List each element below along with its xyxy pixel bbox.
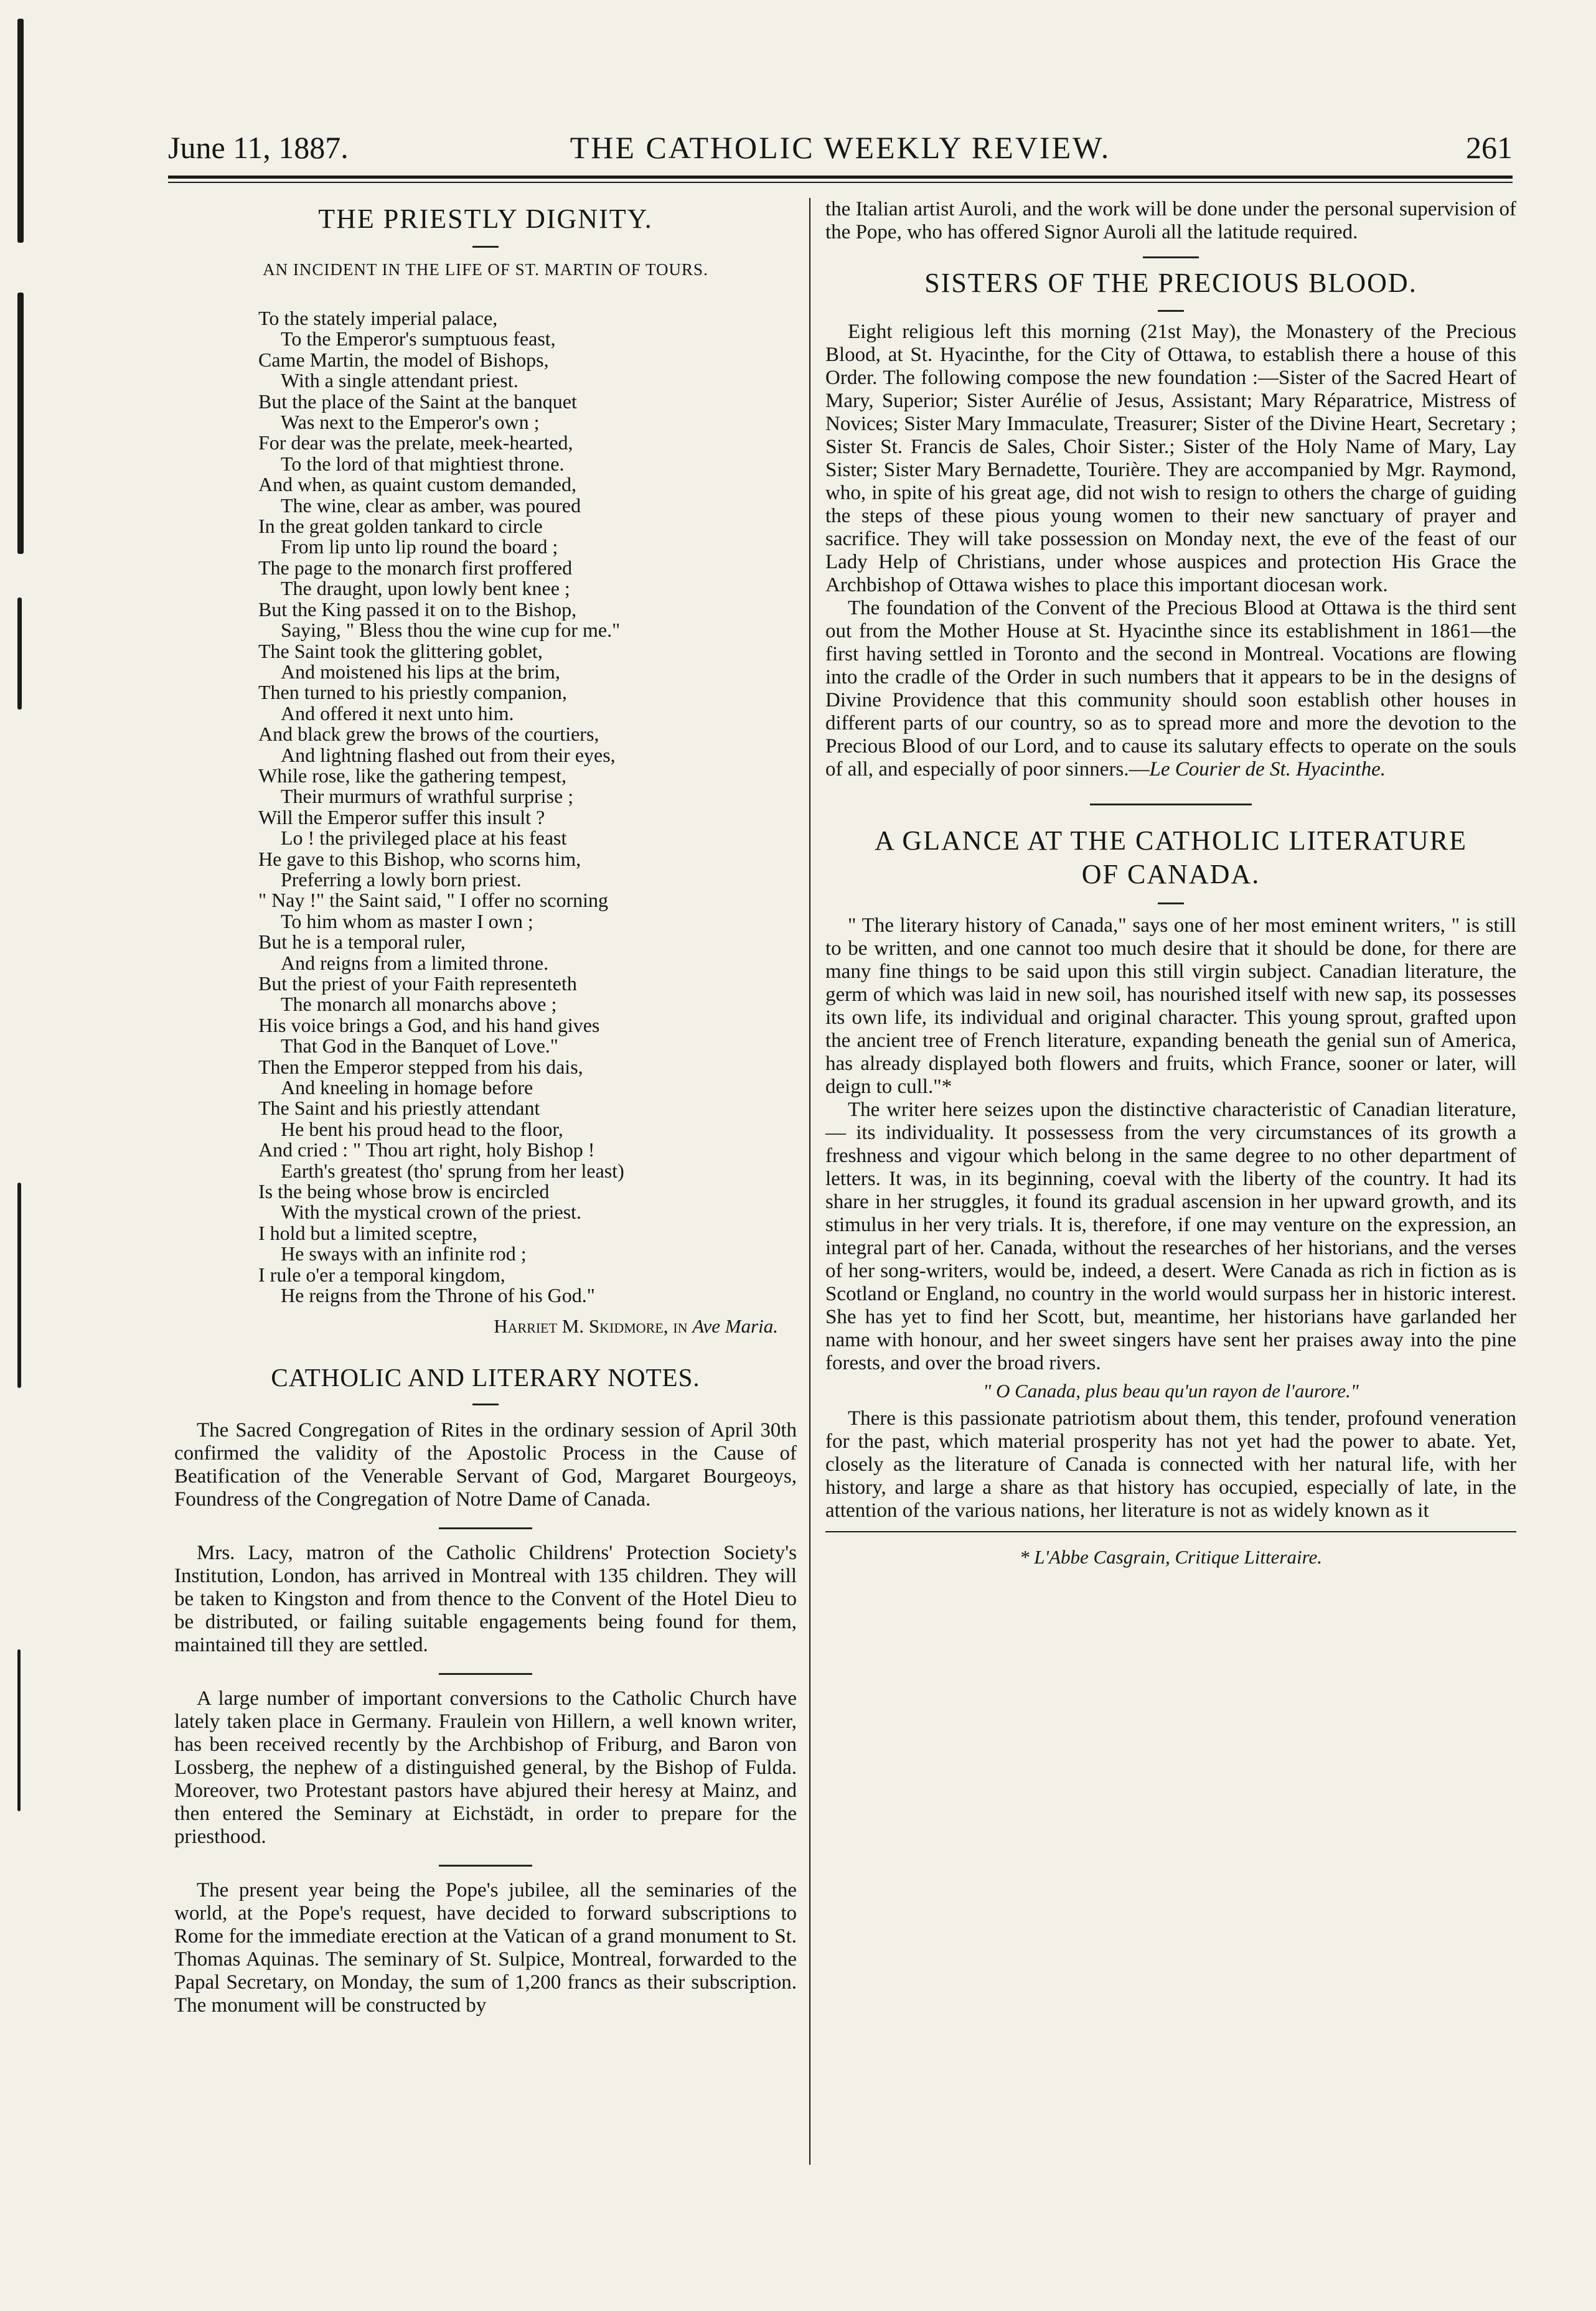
poem-line: Earth's greatest (tho' sprung from her least) (281, 1159, 624, 1182)
poem-line: To the lord of that mightiest throne. (281, 452, 565, 475)
right-column (825, 198, 1516, 1568)
scan-edge-mark (17, 598, 22, 710)
sisters-paragraph-text: The foundation of the Convent of the Precious Blood at Ottawa is the third sent out from the Mother House at St. Hyacinthe since its establishment in 1861—the first having settled in Toronto and the second in Montreal. Vocations are flowing into the cradle of the Order in such numbers that it appears to be in the designs of Divine Providence that this community should soon establish other houses in different parts of our country, so as to spread more and more the devotion to the Precious Blood of our Lord, and to cause its salutary effects to operate on the souls of all, and especially of poor sinners.— (825, 597, 1516, 780)
poem-line: And when, as quaint custom demanded, (258, 473, 576, 496)
poem-line: I hold but a limited sceptre, (258, 1221, 477, 1244)
poem-line: His voice brings a God, and his hand gives (258, 1013, 600, 1036)
poem-attribution (174, 1315, 778, 1338)
divider (1143, 256, 1199, 258)
sisters-title: SISTERS OF THE PRECIOUS BLOOD. (924, 268, 1417, 298)
divider (439, 1527, 532, 1529)
note-paragraph: The Sacred Congregation of Rites in the ordinary session of April 30th confirmed the validity of the Apostolic Process in the Cause of Beatification of the Venerable Servant of God, Margaret Bourgeoys, Foundress of the Congregation of Notre Dame of Canada. (174, 1418, 797, 1511)
glance-title: A GLANCE AT THE CATHOLIC LITERATURE OF CANADA. (874, 825, 1468, 889)
sisters-source: Le Courier de St. Hyacinthe. (1149, 758, 1386, 780)
poem-line: The page to the monarch first proffered (258, 556, 573, 579)
poem-title: THE PRIESTLY DIGNITY. (318, 204, 653, 234)
footnote: * L'Abbe Casgrain, Critique Litteraire. (1019, 1546, 1322, 1568)
poem-line: And kneeling in homage before (281, 1076, 533, 1099)
poem-line: But he is a temporal ruler, (258, 930, 466, 954)
poem-line: Lo ! the privileged place at his feast (281, 827, 567, 850)
poem-line: That God in the Banquet of Love." (281, 1034, 558, 1057)
left-column (174, 198, 797, 2017)
poem-line: He bent his proud head to the floor, (281, 1117, 563, 1140)
poem-line: But the priest of your Faith representeth (258, 972, 577, 995)
poem-line: The wine, clear as amber, was poured (281, 494, 581, 517)
poem-line: To the Emperor's sumptuous feast, (281, 327, 556, 350)
scan-edge-mark (17, 1649, 21, 1811)
continued-paragraph: the Italian artist Auroli, and the work will be done under the personal supervision of the Pope, who has offered Signor Auroli all the latitude required. (825, 198, 1516, 243)
poem-line: In the great golden tankard to circle (258, 515, 543, 538)
column-divider (809, 198, 810, 2165)
poem-line: Was next to the Emperor's own ; (281, 411, 540, 434)
poem-line: Their murmurs of wrathful surprise ; (281, 785, 574, 808)
poem-line: And offered it next unto him. (281, 701, 514, 724)
poem-line: And reigns from a limited throne. (281, 951, 549, 974)
poem-line: For dear was the prelate, meek-hearted, (258, 431, 573, 454)
poem-line: He gave to this Bishop, who scorns him, (258, 847, 581, 870)
poem-line: To the stately imperial palace, (258, 307, 498, 329)
issue-date: June 11, 1887. (168, 130, 349, 165)
footnote-rule (825, 1531, 1516, 1532)
poem-line: Then the Emperor stepped from his dais, (258, 1055, 583, 1078)
poem-line: And black grew the brows of the courtiers, (258, 723, 599, 746)
poem-subtitle: AN INCIDENT IN THE LIFE OF ST. MARTIN OF TOURS. (263, 260, 708, 279)
poem-line: And moistened his lips at the brim, (281, 660, 560, 683)
page-header (168, 129, 1513, 179)
glance-quote: " O Canada, plus beau qu'un rayon de l'aurore." (983, 1380, 1359, 1402)
glance-paragraph: " The literary history of Canada," says one of her most eminent writers, " is still to be written, and one cannot too much desire that it should be done, for there are many fine things to be said upon this still virgin subject. Canadian literature, the germ of which was laid in new soil, has nourished itself with new sap, its possesses its own life, its individual and original character. This young sprout, grafted upon the ancient tree of French literature, expanding beneath the genial sun of America, has already displayed both flowers and fruits, which France, sooner or later, will deign to cull."* (825, 914, 1516, 1098)
glance-paragraph: There is this passionate patriotism about them, this tender, profound veneration for the past, which material prosperity has not yet had the power to abate. Yet, closely as the literature of Canada is connected with her natural life, with her history, and large a share as that history has occupied, especially of late, in the attention of the various nations, her literature is not as widely known as it (825, 1407, 1516, 1522)
sisters-paragraph (825, 597, 1516, 781)
header-rule-thick (168, 176, 1513, 179)
poem-line: He sways with an infinite rod ; (281, 1242, 527, 1265)
poem-line: From lip unto lip round the board ; (281, 535, 558, 558)
poem-author: Harriet M. Skidmore, in (494, 1315, 688, 1337)
divider (439, 1865, 532, 1867)
poem-line: While rose, like the gathering tempest, (258, 764, 566, 787)
poem-line: But the King passed it on to the Bishop, (258, 598, 577, 621)
page-number: 261 (1466, 130, 1513, 165)
poem-line: The Saint took the glittering goblet, (258, 639, 543, 662)
masthead: THE CATHOLIC WEEKLY REVIEW. (570, 130, 1111, 165)
glance-paragraph: The writer here seizes upon the distinctive characteristic of Canadian literature, — its individuality. It possessess from the very circumstances of its growth a freshness and vigour which belong in the same degree to no other department of letters. It was, in its beginning, coeval with the liberty of the country. It had its share in her struggles, it found its gradual ascension in her upward growth, and its stimulus in her very trials. It is, therefore, if one may venture on the expression, an integral part of her. Canada, without the researches of her historians, and the verses of her song-writers, would be, indeed, a desert. Were Canada as rich in fiction as is Scotland or England, no country in the world would surpass her in historic interest. She has yet to find her Scott, but, meantime, her historians have garlanded her name with honour, and her sweet singers have sent her praises away into the pine forests, and over the broad rivers. (825, 1099, 1516, 1374)
note-paragraph: Mrs. Lacy, matron of the Catholic Childrens' Protection Society's Institution, London, has arrived in Montreal with 135 children. They will be taken to Kingston and from thence to the Convent of the Hotel Dieu to be distributed, or failing suitable engagements being found for them, maintained till they are settled. (174, 1541, 797, 1656)
poem-line: I rule o'er a temporal kingdom, (258, 1263, 505, 1286)
poem-line: Will the Emperor suffer this insult ? (258, 805, 545, 828)
divider (472, 246, 499, 248)
poem-line: But the place of the Saint at the banquet (258, 390, 577, 413)
poem-line: Came Martin, the model of Bishops, (258, 348, 549, 371)
poem-line: And lightning flashed out from their eyes, (281, 743, 616, 766)
note-paragraph: The present year being the Pope's jubilee, all the seminaries of the world, at the Pope's request, have decided to forward subscriptions to Rome for the immediate erection at the Vatican of a grand monument to St. Thomas Aquinas. The seminary of St. Sulpice, Montreal, forwarded to the Papal Secretary, on Monday, the sum of 1,200 francs as their subscription. The monument will be constructed by (174, 1878, 797, 2017)
poem-line: " Nay !" the Saint said, " I offer no scorning (258, 889, 609, 912)
scan-edge-mark (17, 293, 24, 554)
header-rule-thin (168, 182, 1513, 183)
poem (258, 308, 797, 1306)
poem-line: He reigns from the Throne of his God." (281, 1284, 595, 1307)
poem-source: Ave Maria. (692, 1315, 778, 1337)
poem-line: The draught, upon lowly bent knee ; (281, 577, 570, 600)
poem-line: Then turned to his priestly companion, (258, 681, 567, 704)
divider (439, 1673, 532, 1675)
poem-line: To him whom as master I own ; (281, 909, 533, 932)
poem-line: And cried : " Thou art right, holy Bishop ! (258, 1138, 595, 1161)
poem-line: The Saint and his priestly attendant (258, 1097, 540, 1120)
poem-line: The monarch all monarchs above ; (281, 993, 557, 1016)
sisters-paragraph: Eight religious left this morning (21st May), the Monastery of the Precious Blood, at St. Hyacinthe, for the City of Ottawa, to establish there a house of this Order. The following compose the new foundation :—Sister of the Sacred Heart of Mary, Superior; Sister Aurélie of Jesus, Assistant; Mary Réparatrice, Mistress of Novices; Sister Mary Immaculate, Treasurer; Sister of the Divine Heart, Secretary ; Sister St. Francis de Sales, Choir Sister.; Sister of the Holy Name of Mary, Lay Sister; Sister Mary Bernadette, Tourière. They are accompanied by Mgr. Raymond, who, in spite of his great age, did not wish to resign to others the charge of guiding the steps of these pious young women to their new sanctuary of prayer and sacrifice. They will take possession on Monday next, the eve of the feast of our Lady Help of Christians, under whose auspices and protection His Grace the Archbishop of Ottawa wishes to place this important diocesan work. (825, 321, 1516, 596)
note-paragraph: A large number of important conversions to the Catholic Church have lately taken place in Germany. Fraulein von Hillern, a well known writer, has been received recently by the Archbishop of Friburg, and Baron von Lossberg, the nephew of a distinguished general, by the Bishop of Fulda. Moreover, two Protestant pastors have abjured their heresy at Mainz, and then entered the Seminary at Eichstädt, in order to prepare for the priesthood. (174, 1687, 797, 1848)
notes-title: CATHOLIC AND LITERARY NOTES. (271, 1362, 700, 1392)
poem-line: Preferring a lowly born priest. (281, 868, 522, 891)
scan-edge-mark (17, 19, 24, 243)
divider (1090, 804, 1252, 805)
poem-line: With the mystical crown of the priest. (281, 1201, 582, 1224)
scan-edge-mark (17, 1183, 21, 1388)
poem-line: Is the being whose brow is encircled (258, 1180, 550, 1203)
poem-line: Saying, " Bless thou the wine cup for me." (281, 619, 621, 642)
poem-line: With a single attendant priest. (281, 369, 519, 392)
